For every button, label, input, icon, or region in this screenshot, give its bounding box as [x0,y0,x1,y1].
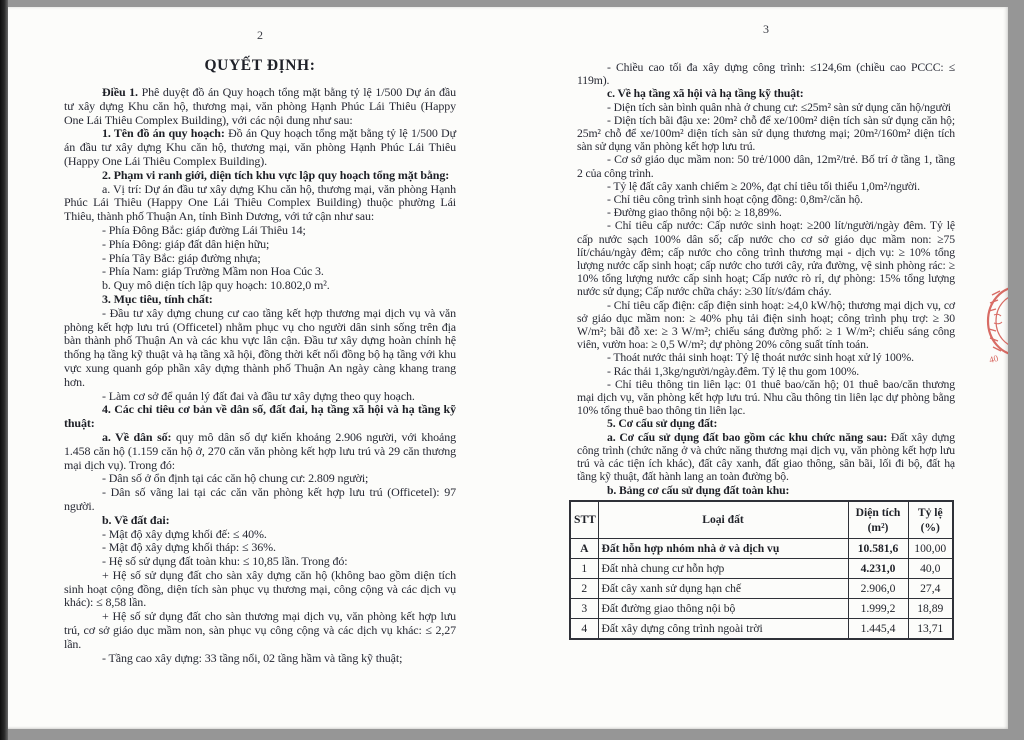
paragraph-bold-lead: Điều 1. [102,85,138,99]
table-cell-area: 2.906,0 [848,578,908,598]
document-heading: QUYẾT ĐỊNH: [204,57,316,74]
table-cell-ratio: 100,00 [908,538,953,558]
paragraph-text: - Dân số ở ổn định tại các căn hộ chung cư: 2.809 người; [102,471,369,486]
page-2-paragraphs [64,86,456,665]
paragraph-text: - Phía Nam: giáp Trường Mầm non Hoa Cúc 3. [102,264,324,279]
paragraph [64,555,456,569]
paragraph [577,378,955,418]
paragraph [64,293,456,307]
table-cell-ratio: 27,4 [908,578,953,598]
paragraph-bold-lead: b. Về đất đai: [102,512,170,527]
table-cell-stt: 3 [570,598,598,618]
paragraph [577,87,955,100]
paragraph [64,86,456,127]
table-cell-stt: 1 [570,558,598,578]
paragraph-text: Phê duyệt đồ án Quy hoạch tổng mặt bằng tỷ lệ 1/500 Dự án đầu tư xây dựng Khu căn hộ, thương mại, văn phòng Hạnh Phúc Lái Thiêu (Happy One Lái Thiêu Complex Building), với các nội dung như sau: [64,85,456,127]
table-cell-ratio: 40,0 [908,558,953,578]
paragraph-text: - Tầng cao xây dựng: 33 tầng nổi, 02 tầng hầm và tầng kỹ thuật; [102,650,403,665]
table-cell-stt: 4 [570,618,598,639]
paragraph-text: - Làm cơ sở để quản lý đất đai và đầu tư xây dựng theo quy hoạch. [102,388,415,403]
paragraph [64,431,456,472]
paragraph-text: - Diện tích sàn bình quân nhà ở chung cư: ≤25m² sàn sử dụng căn hộ/người [607,100,951,114]
paragraph-text: - Phía Tây Bắc: giáp đường nhựa; [102,250,261,265]
paragraph-text: - Mật độ xây dựng khối tháp: ≤ 36%. [102,540,276,555]
paragraph [64,252,456,266]
table-header-cell [570,501,598,539]
table-cell-ratio: 13,71 [908,618,953,639]
paragraph [577,193,955,206]
paragraph-text: + Hệ số sử dụng đất cho sàn xây dựng căn hộ (không bao gồm diện tích sinh hoạt cộng đồng, diện tích sàn phục vụ thương mại, công cộng và các dịch vụ khác): ≤ 8,58 lần. [64,567,456,610]
paragraph-text: Đất xây dựng công trình (chức năng ở và chức năng thương mại dịch vụ, văn phòng kết hợp lưu trú và các tiện ích khác), đất cây xanh, đất giao thông, sân bãi, lối đi bộ, đất hạ tầng kỹ thuật, đất hành lang an toàn đường bộ. [577,430,955,484]
table-cell-land_type: Đất nhà chung cư hỗn hợp [598,558,848,578]
table-header-cell [848,501,908,539]
paragraph-bold-lead: 1. Tên đồ án quy hoạch: [102,126,225,141]
paragraph-text: - Phía Đông: giáp đất dân hiện hữu; [102,236,270,251]
document-page-2 [64,28,456,665]
table-header-cell [598,501,848,539]
paragraph [577,180,955,193]
paragraph [64,307,456,390]
header-line2: (%) [920,520,940,534]
paragraph [64,224,456,238]
paragraph-text: b. Quy mô diện tích lập quy hoạch: 10.802,0 m². [102,278,330,293]
table-cell-land_type: Đất hỗn hợp nhóm nhà ở và dịch vụ [598,538,848,558]
paragraph [577,101,955,114]
table-row [570,618,953,639]
paragraph-text: - Đường giao thông nội bộ: ≥ 18,89%. [607,206,782,220]
paragraph-bold-lead: c. Về hạ tầng xã hội và hạ tầng kỹ thuật: [607,87,804,101]
header-line1: STT [574,513,596,527]
paragraph [577,153,955,179]
paragraph [64,472,456,486]
paragraph [64,514,456,528]
table-header-cell [908,501,953,539]
table-row [570,598,953,618]
paragraph [64,169,456,183]
table-row [570,578,953,598]
paragraph-text: + Hệ số sử dụng đất cho sàn thương mại dịch vụ, văn phòng kết hợp lưu trú, cơ sở giáo dục mầm non, sàn phục vụ công cộng và các dịch vụ khác: ≤ 2,27 lần. [64,609,456,651]
paragraph [577,484,955,497]
paragraph [64,569,456,610]
paragraph [64,541,456,555]
table-cell-stt: 2 [570,578,598,598]
paragraph [577,365,955,378]
document-page-3 [574,22,955,640]
paragraph [577,206,955,219]
paragraph-text: - Chiều cao tối đa xây dựng công trình: ≤124,6m (chiều cao PCCC: ≤ 119m). [577,61,955,88]
paragraph-text: - Hệ số sử dụng đất toàn khu: ≤ 10,85 lần. Trong đó: [102,554,348,569]
table-cell-land_type: Đất xây dựng công trình ngoài trời [598,618,848,639]
paragraph-text: a. Vị trí: Dự án đầu tư xây dựng Khu căn hộ, thương mại, văn phòng Hạnh Phúc Lái Thiêu (Happy One Lái Thiêu Complex Building) thuộc phường Lái Thiêu, thành phố Thuận An, tỉnh Bình Dương, với tứ cận như sau: [64,181,456,224]
paragraph [64,127,456,168]
paragraph-text: - Mật độ xây dựng khối đế: ≤ 40%. [102,526,267,541]
paragraph [64,610,456,651]
paragraph-bold-lead: a. Về dân số: [102,429,172,444]
table-cell-area: 1.999,2 [848,598,908,618]
page-3-paragraphs [577,61,955,497]
header-line2: (m²) [867,520,889,534]
paragraph-text: - Thoát nước thải sinh hoạt: Tỷ lệ thoát nước sinh hoạt xử lý 100%. [607,351,914,365]
svg-text:40: 40 [988,353,1000,365]
page-number-left: 2 [257,28,263,42]
paragraph-bold-lead: 3. Mục tiêu, tính chất: [102,291,213,306]
paragraph [64,238,456,252]
paragraph-text: - Chỉ tiêu thông tin liên lạc: 01 thuê bao/căn hộ; 01 thuê bao/căn thương mại dịch vụ, văn phòng kết hợp lưu trú. Nhu cầu thông tin liên lạc dự phòng bằng 10% tổng thuê bao thông tin liên lạc. [577,377,955,418]
table-cell-area: 1.445,4 [848,618,908,639]
paragraph [577,431,955,484]
paragraph [64,183,456,224]
paragraph-text: quy mô dân số dự kiến khoảng 2.906 người, với khoảng 1.458 căn hộ (1.159 căn hộ ở, 270 căn văn phòng kết hợp lưu trú và 29 căn thương mại dịch vụ). Trong đó: [64,429,456,472]
paragraph [577,61,955,87]
paragraph [577,417,955,430]
table-cell-ratio: 18,89 [908,598,953,618]
paragraph-bold-lead: 5. Cơ cấu sử dụng đất: [607,417,718,431]
paragraph-text: - Phía Đông Bắc: giáp đường Lái Thiêu 14; [102,222,306,237]
table-row [570,538,953,558]
header-line1: Diện tích [855,505,901,519]
paragraph-bold-lead: a. Cơ cấu sử dụng đất bao gồm các khu chức năng sau: [607,430,888,444]
paragraph-text: - Cơ sở giáo dục mầm non: 50 trẻ/1000 dân, 12m²/trẻ. Bố trí ở tầng 1, tầng 2 của công trình. [577,153,955,180]
paragraph [64,265,456,279]
land-use-table [569,500,954,640]
page-number-right: 3 [763,22,769,36]
paragraph-text: - Rác thải 1,3kg/người/ngày.đêm. Tỷ lệ thu gom 100%. [607,364,859,378]
table-cell-area: 4.231,0 [848,558,908,578]
paragraph-text: - Đầu tư xây dựng chung cư cao tầng kết hợp thương mại dịch vụ và văn phòng kết hợp lưu trú (Officetel) nhằm phục vụ cho người dân sinh sống trên địa bàn thành phố Thuận An và các khu vực lân cận. Đầu tư xây dựng hoàn chỉnh hệ thống hạ tầng kỹ thuật và hạ tầng xã hội, đồng thời kết nối đồng bộ hạ tầng với khu vực xung quanh góp phần xây dựng thành phố Thuận An ngày càng khang trang hơn. [64,305,456,389]
table-cell-land_type: Đất đường giao thông nội bộ [598,598,848,618]
paragraph [64,403,456,431]
table-cell-stt: A [570,538,598,558]
paragraph [64,390,456,404]
scan-left-edge-shadow [0,0,8,740]
table-row [570,558,953,578]
paragraph [64,528,456,542]
paragraph-text: - Chỉ tiêu cấp điện: cấp điện sinh hoạt: ≥4,0 kW/hộ; thương mại dịch vụ, cơ sở giáo dục mầm non: ≥ 40% phụ tải điện sinh hoạt; công trình phụ trợ: ≥ 30 W/m²; bãi đỗ xe: ≥ 3 W/m²; chiếu sáng đường phố: ≥ 1 W/m²; chiếu sáng công viên, vườn hoa: ≥ 0,5 W/m²; dự phòng 20% công suất tính toán. [577,298,955,352]
table-header-row [570,501,953,539]
paragraph-text: - Chỉ tiêu công trình sinh hoạt cộng đồng: 0,8m²/căn hộ. [607,193,863,207]
paragraph [577,351,955,364]
header-line1: Tỷ lệ [917,505,943,519]
paragraph-bold-lead: 2. Phạm vi ranh giới, diện tích khu vực lập quy hoạch tổng mặt bằng: [102,167,450,182]
paragraph [577,219,955,298]
paragraph-bold-lead: b. Bảng cơ cấu sử dụng đất toàn khu: [607,483,790,497]
paragraph [64,279,456,293]
header-line1: Loại đất [702,513,744,527]
table-cell-land_type: Đất cây xanh sử dụng hạn chế [598,578,848,598]
paragraph-text: - Chỉ tiêu cấp nước: Cấp nước sinh hoạt: ≥200 lít/người/ngày đêm. Tỷ lệ cấp nước sạch 100% dân số; cấp nước cho cơ sở giáo dục mầm non: ≥75 lít/cháu/ngày đêm; cấp nước cho công trình thương mại - dịch vụ: ≥ 10% tổng lượng nước cấp sinh hoạt; cấp nước cho tưới cây, rửa đường, vệ sinh phòng rác: ≥ 10% tổng lượng nước cấp sinh hoạt; Cấp nước rò rỉ, dự phòng: 15% tổng lượng nước sử dụng; Cấp nước chữa cháy: ≥30 lít/s/đám cháy. [577,219,955,299]
table-cell-area: 10.581,6 [848,538,908,558]
paragraph [64,652,456,666]
paragraph-text: - Dân số vãng lai tại các căn văn phòng kết hợp lưu trú (Officetel): 97 người. [64,485,456,513]
paragraph [64,486,456,514]
paragraph-text: - Tỷ lệ đất cây xanh chiếm ≥ 20%, đạt chỉ tiêu tối thiểu 1,0m²/người. [607,179,920,193]
paragraph-text: - Diện tích bãi đậu xe: 20m² chỗ để xe/100m² diện tích sàn sử dụng căn hộ; 25m² chỗ để xe/100m² diện tích sàn sử dụng thương mại; 20m²/160m² diện tích sàn sử dụng văn phòng kết hợp lưu trú. [577,113,955,154]
paragraph [577,114,955,154]
paragraph [577,299,955,352]
paragraph-text: Đồ án Quy hoạch tổng mặt bằng tỷ lệ 1/500 Dự án đầu tư xây dựng Khu căn hộ, thương mại, văn phòng Hạnh Phúc Lái Thiêu (Happy One Lái Thiêu Complex Building). [64,126,456,168]
paragraph-bold-lead: 4. Các chỉ tiêu cơ bản về dân số, đất đai, hạ tầng xã hội và hạ tầng kỹ thuật: [64,402,456,431]
